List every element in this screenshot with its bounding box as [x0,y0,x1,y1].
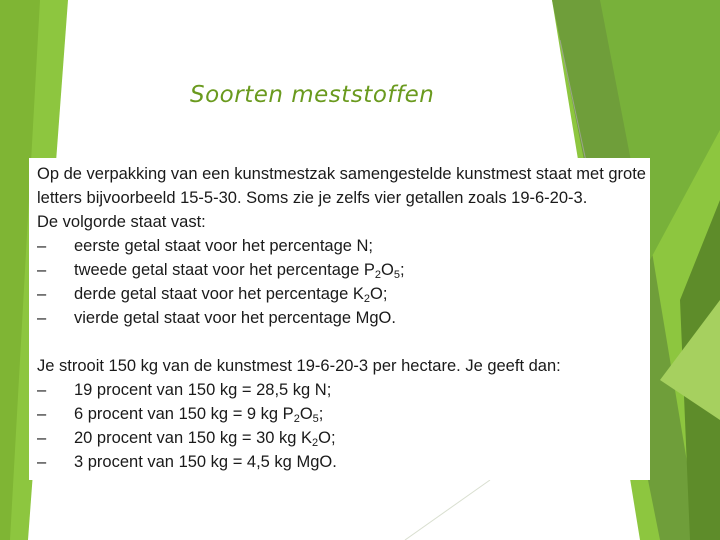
list-item-text: vierde getal staat voor het percentage MgO. [74,309,396,327]
intro-line: De volgorde staat vast: [37,213,206,231]
list-item [37,450,650,474]
list-dash: – [37,429,47,447]
content-box [29,158,650,480]
list-item [37,306,650,330]
list-dash: – [37,261,47,279]
list-dash: – [37,405,47,423]
list-item [37,402,650,426]
list-item-text: 19 procent van 150 kg = 28,5 kg N; [74,381,332,399]
list-item-text: 3 procent van 150 kg = 4,5 kg MgO. [74,453,337,471]
list-dash: – [37,237,47,255]
list-dash: – [37,453,47,471]
list-dash: – [37,285,47,303]
intro-line: Op de verpakking van een kunstmestzak samengestelde kunstmest staat met grote [37,165,646,183]
list-item-text: 20 procent van 150 kg = 30 kg $K_2O$; [74,429,336,449]
list-item [37,258,650,282]
list-dash: – [37,309,47,327]
list-item [37,426,650,450]
list-item [37,234,650,258]
list-item [37,378,650,402]
slide-title: Soorten meststoffen [190,82,435,108]
list-item-text: tweede getal staat voor het percentage $P_2O_5$; [74,261,405,281]
list-item-text: derde getal staat voor het percentage $K_2O$; [74,285,388,305]
list-dash: – [37,381,47,399]
spacer [37,330,650,354]
list-item-text: 6 procent van 150 kg = 9 kg $P_2O_5$; [74,405,324,425]
list-item-text: eerste getal staat voor het percentage N; [74,237,374,255]
list-item [37,282,650,306]
example-intro: Je strooit 150 kg van de kunstmest 19-6-20-3 per hectare. Je geeft dan: [37,357,561,375]
intro-line: letters bijvoorbeeld 15-5-30. Soms zie je zelfs vier getallen zoals 19-6-20-3. [37,189,588,207]
